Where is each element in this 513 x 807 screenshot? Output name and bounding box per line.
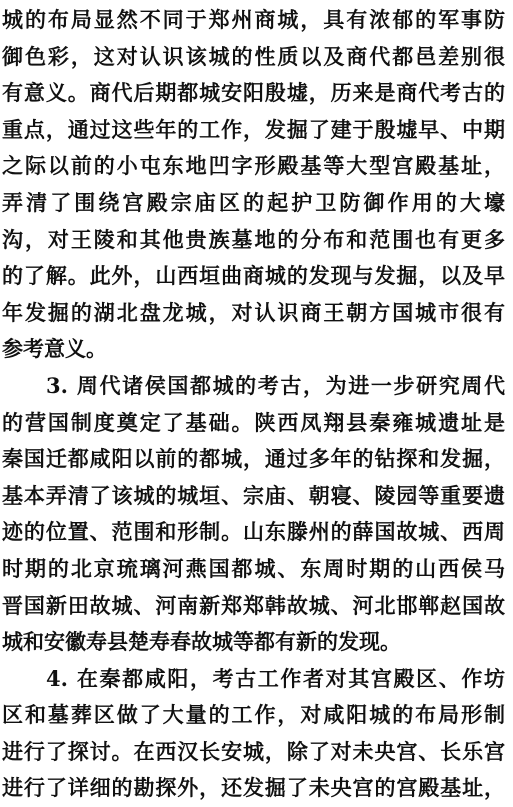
text-line-paragraph-start: 3. 周代诸侯国都城的考古，为进一步研究周代 — [46, 372, 505, 398]
text-line: 区和墓葬区做了大量的工作，对咸阳城的布局形制 — [2, 702, 505, 728]
text-line: 沟，对王陵和其他贵族墓地的分布和范围也有更多 — [2, 226, 505, 252]
text-line: 重点，通过这些年的工作，发掘了建于殷墟早、中期 — [2, 116, 505, 142]
text-line: 弄清了围绕宫殿宗庙区的起护卫防御作用的大壕 — [2, 189, 505, 215]
text-line: 城的布局显然不同于郑州商城，具有浓郁的军事防 — [2, 7, 505, 32]
text-line: 的营国制度奠定了基础。陕西凤翔县秦雍城遗址是 — [2, 409, 505, 435]
text-line: 御色彩，这对认识该城的性质以及商代都邑差别很 — [2, 43, 505, 69]
text-line: 晋国新田故城、河南新郑郑韩故城、河北邯郸赵国故 — [2, 592, 505, 618]
text-line: 秦国迁都咸阳以前的都城，通过多年的钻探和发掘， — [2, 446, 505, 472]
text-line: 年发掘的湖北盘龙城，对认识商王朝方国城市很有 — [2, 299, 505, 325]
text-line: 之际以前的小屯东地凹字形殿基等大型宫殿基址， — [2, 153, 505, 179]
text-line: 迹的位置、范围和形制。山东滕州的薛国故城、西周 — [2, 519, 505, 545]
text-line: 时期的北京琉璃河燕国都城、东周时期的山西侯马 — [2, 555, 505, 581]
text-line: 的了解。此外，山西垣曲商城的发现与发掘，以及早 — [2, 263, 505, 289]
text-line: 进行了详细的勘探外，还发掘了未央宫的宫殿基址， — [2, 775, 505, 801]
text-line-paragraph-start: 4. 在秦都咸阳，考古工作者对其宫殿区、作坊 — [46, 665, 505, 691]
text-line: 有意义。商代后期都城安阳殷墟，历来是商代考古的 — [2, 80, 505, 106]
text-line: 进行了探讨。在西汉长安城，除了对未央宫、长乐宫 — [2, 738, 505, 764]
text-line-paragraph-end: 参考意义。 — [2, 336, 107, 362]
text-line-paragraph-end: 城和安徽寿县楚寿春故城等都有新的发现。 — [2, 629, 401, 655]
text-line: 基本弄清了该城的城垣、宗庙、朝寝、陵园等重要遗 — [2, 482, 505, 508]
